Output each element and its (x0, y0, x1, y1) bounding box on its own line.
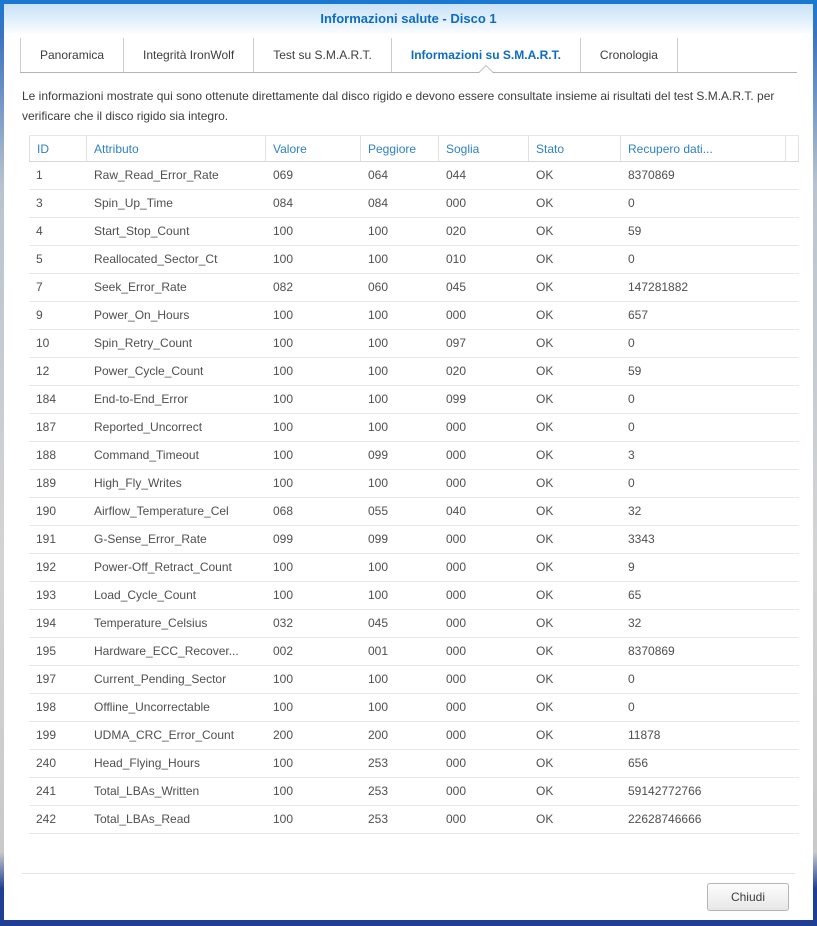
cell-id: 3 (36, 196, 43, 210)
cell-soglia: 000 (446, 756, 467, 770)
cell-valore: 100 (273, 700, 294, 714)
table-row[interactable] (29, 498, 799, 526)
cell-peggiore: 045 (368, 616, 389, 630)
cell-recupero-dati: 3 (628, 448, 635, 462)
cell-attributo: Power_On_Hours (94, 308, 190, 322)
cell-valore: 084 (273, 196, 294, 210)
cell-id: 199 (36, 728, 57, 742)
column-header-soglia[interactable]: Soglia (439, 136, 529, 161)
cell-peggiore: 060 (368, 280, 389, 294)
cell-id: 188 (36, 448, 57, 462)
cell-stato: OK (536, 644, 554, 658)
cell-soglia: 000 (446, 308, 467, 322)
cell-valore: 002 (273, 644, 294, 658)
cell-soglia: 000 (446, 700, 467, 714)
cell-peggiore: 100 (368, 252, 389, 266)
cell-stato: OK (536, 364, 554, 378)
cell-soglia: 000 (446, 588, 467, 602)
cell-valore: 100 (273, 448, 294, 462)
cell-attributo: Total_LBAs_Written (94, 784, 200, 798)
cell-id: 4 (36, 224, 43, 238)
cell-recupero-dati: 59 (628, 224, 642, 238)
cell-valore: 100 (273, 224, 294, 238)
cell-attributo: Raw_Read_Error_Rate (94, 168, 219, 182)
column-header-recupero-dati[interactable]: Recupero dati... (621, 136, 786, 161)
table-row[interactable] (29, 442, 799, 470)
cell-valore: 100 (273, 336, 294, 350)
cell-attributo: Airflow_Temperature_Cel (94, 504, 229, 518)
cell-recupero-dati: 9 (628, 560, 635, 574)
cell-stato: OK (536, 672, 554, 686)
cell-id: 195 (36, 644, 57, 658)
cell-peggiore: 253 (368, 784, 389, 798)
cell-valore: 100 (273, 364, 294, 378)
table-row[interactable] (29, 330, 799, 358)
cell-attributo: Reallocated_Sector_Ct (94, 252, 218, 266)
cell-soglia: 097 (446, 336, 467, 350)
cell-soglia: 000 (446, 532, 467, 546)
cell-id: 9 (36, 308, 43, 322)
cell-soglia: 000 (446, 616, 467, 630)
cell-recupero-dati: 65 (628, 588, 642, 602)
cell-valore: 032 (273, 616, 294, 630)
table-row[interactable] (29, 190, 799, 218)
cell-peggiore: 100 (368, 588, 389, 602)
cell-valore: 100 (273, 392, 294, 406)
cell-stato: OK (536, 560, 554, 574)
cell-recupero-dati: 32 (628, 504, 642, 518)
cell-id: 193 (36, 588, 57, 602)
table-body (29, 162, 799, 834)
table-row[interactable] (29, 302, 799, 330)
table-row[interactable] (29, 274, 799, 302)
cell-id: 184 (36, 392, 57, 406)
cell-attributo: Load_Cycle_Count (94, 588, 197, 602)
cell-id: 192 (36, 560, 57, 574)
cell-recupero-dati: 0 (628, 420, 635, 434)
cell-id: 198 (36, 700, 57, 714)
cell-recupero-dati: 3343 (628, 532, 655, 546)
cell-peggiore: 100 (368, 308, 389, 322)
cell-peggiore: 100 (368, 672, 389, 686)
cell-id: 242 (36, 812, 57, 826)
cell-id: 194 (36, 616, 57, 630)
table-row[interactable] (29, 610, 799, 638)
tab-bar (20, 38, 797, 73)
cell-attributo: Spin_Up_Time (94, 196, 173, 210)
table-row[interactable] (29, 778, 799, 806)
table-row[interactable] (29, 694, 799, 722)
tab-ironwolf[interactable]: Integrità IronWolf (123, 38, 253, 72)
cell-soglia: 000 (446, 784, 467, 798)
cell-id: 10 (36, 336, 50, 350)
cell-stato: OK (536, 756, 554, 770)
table-row[interactable] (29, 414, 799, 442)
cell-peggiore: 253 (368, 756, 389, 770)
cell-attributo: Seek_Error_Rate (94, 280, 187, 294)
cell-recupero-dati: 0 (628, 392, 635, 406)
cell-soglia: 000 (446, 728, 467, 742)
cell-recupero-dati: 11878 (628, 728, 661, 742)
table-row[interactable] (29, 806, 799, 834)
cell-stato: OK (536, 392, 554, 406)
cell-attributo: Hardware_ECC_Recover... (94, 644, 239, 658)
cell-valore: 100 (273, 784, 294, 798)
cell-recupero-dati: 0 (628, 196, 635, 210)
cell-stato: OK (536, 224, 554, 238)
cell-attributo: Total_LBAs_Read (94, 812, 191, 826)
cell-peggiore: 084 (368, 196, 389, 210)
cell-soglia: 000 (446, 672, 467, 686)
content-spacer (4, 834, 813, 873)
column-header-stato[interactable]: Stato (529, 136, 621, 161)
cell-stato: OK (536, 280, 554, 294)
cell-valore: 100 (273, 420, 294, 434)
cell-attributo: Spin_Retry_Count (94, 336, 193, 350)
table-row[interactable] (29, 470, 799, 498)
cell-stato: OK (536, 476, 554, 490)
cell-valore: 100 (273, 588, 294, 602)
close-button[interactable]: Chiudi (707, 883, 789, 911)
table-row[interactable] (29, 246, 799, 274)
cell-id: 12 (36, 364, 50, 378)
cell-peggiore: 100 (368, 364, 389, 378)
table-row[interactable] (29, 666, 799, 694)
cell-soglia: 020 (446, 364, 467, 378)
cell-recupero-dati: 0 (628, 252, 635, 266)
cell-stato: OK (536, 504, 554, 518)
cell-recupero-dati: 0 (628, 700, 635, 714)
cell-id: 5 (36, 252, 43, 266)
cell-soglia: 099 (446, 392, 467, 406)
cell-recupero-dati: 657 (628, 308, 649, 322)
cell-stato: OK (536, 448, 554, 462)
table-row[interactable] (29, 638, 799, 666)
cell-valore: 200 (273, 728, 294, 742)
column-header-filler (786, 136, 799, 161)
cell-stato: OK (536, 784, 554, 798)
cell-peggiore: 100 (368, 420, 389, 434)
cell-stato: OK (536, 308, 554, 322)
cell-soglia: 000 (446, 448, 467, 462)
cell-recupero-dati: 32 (628, 616, 642, 630)
cell-id: 240 (36, 756, 57, 770)
cell-attributo: UDMA_CRC_Error_Count (94, 728, 235, 742)
cell-id: 7 (36, 280, 43, 294)
cell-recupero-dati: 8370869 (628, 644, 675, 658)
cell-valore: 100 (273, 560, 294, 574)
cell-attributo: Start_Stop_Count (94, 224, 190, 238)
cell-soglia: 000 (446, 420, 467, 434)
cell-stato: OK (536, 812, 554, 826)
cell-attributo: Power-Off_Retract_Count (94, 560, 232, 574)
cell-recupero-dati: 0 (628, 476, 635, 490)
table-row[interactable] (29, 386, 799, 414)
cell-peggiore: 100 (368, 476, 389, 490)
cell-soglia: 045 (446, 280, 467, 294)
cell-stato: OK (536, 616, 554, 630)
cell-peggiore: 100 (368, 224, 389, 238)
cell-attributo: Power_Cycle_Count (94, 364, 204, 378)
tab-smart-test[interactable]: Test su S.M.A.R.T. (253, 38, 391, 72)
cell-valore: 068 (273, 504, 294, 518)
column-header-attributo[interactable]: Attributo (87, 136, 266, 161)
cell-peggiore: 100 (368, 392, 389, 406)
cell-valore: 099 (273, 532, 294, 546)
cell-valore: 100 (273, 252, 294, 266)
dialog-title: Informazioni salute - Disco 1 (320, 11, 497, 26)
cell-stato: OK (536, 420, 554, 434)
cell-recupero-dati: 8370869 (628, 168, 675, 182)
tab-cronologia[interactable]: Cronologia (580, 38, 678, 72)
cell-peggiore: 055 (368, 504, 389, 518)
cell-valore: 100 (273, 812, 294, 826)
cell-soglia: 000 (446, 476, 467, 490)
cell-attributo: Reported_Uncorrect (94, 420, 203, 434)
cell-peggiore: 099 (368, 448, 389, 462)
cell-recupero-dati: 22628746666 (628, 812, 702, 826)
cell-recupero-dati: 147281882 (628, 280, 689, 294)
table-row[interactable] (29, 526, 799, 554)
cell-valore: 082 (273, 280, 294, 294)
cell-peggiore: 001 (368, 644, 389, 658)
cell-attributo: G-Sense_Error_Rate (94, 532, 207, 546)
cell-id: 190 (36, 504, 57, 518)
cell-attributo: Command_Timeout (94, 448, 199, 462)
cell-peggiore: 100 (368, 700, 389, 714)
cell-soglia: 000 (446, 812, 467, 826)
cell-attributo: Current_Pending_Sector (94, 672, 227, 686)
cell-id: 187 (36, 420, 57, 434)
cell-valore: 100 (273, 756, 294, 770)
cell-id: 1 (36, 168, 43, 182)
cell-stato: OK (536, 336, 554, 350)
cell-soglia: 020 (446, 224, 467, 238)
cell-attributo: Head_Flying_Hours (94, 756, 201, 770)
tab-panoramica[interactable]: Panoramica (20, 38, 123, 72)
cell-id: 191 (36, 532, 57, 546)
dialog-content (4, 4, 813, 920)
cell-recupero-dati: 59142772766 (628, 784, 702, 798)
table-row[interactable] (29, 750, 799, 778)
smart-attributes-table (29, 135, 799, 834)
cell-valore: 100 (273, 672, 294, 686)
cell-peggiore: 100 (368, 560, 389, 574)
tab-smart-info[interactable]: Informazioni su S.M.A.R.T. (391, 38, 580, 72)
cell-soglia: 010 (446, 252, 467, 266)
cell-recupero-dati: 0 (628, 672, 635, 686)
table-row[interactable] (29, 218, 799, 246)
cell-id: 197 (36, 672, 57, 686)
cell-attributo: High_Fly_Writes (94, 476, 182, 490)
table-row[interactable] (29, 358, 799, 386)
cell-soglia: 044 (446, 168, 467, 182)
cell-recupero-dati: 656 (628, 756, 649, 770)
cell-stato: OK (536, 728, 554, 742)
cell-stato: OK (536, 532, 554, 546)
cell-valore: 100 (273, 308, 294, 322)
cell-attributo: End-to-End_Error (94, 392, 189, 406)
cell-soglia: 000 (446, 196, 467, 210)
cell-peggiore: 099 (368, 532, 389, 546)
table-row[interactable] (29, 722, 799, 750)
cell-stato: OK (536, 700, 554, 714)
table-row[interactable] (29, 162, 799, 190)
cell-recupero-dati: 0 (628, 336, 635, 350)
cell-soglia: 000 (446, 644, 467, 658)
cell-peggiore: 200 (368, 728, 389, 742)
cell-id: 189 (36, 476, 57, 490)
column-header-id[interactable]: ID (29, 136, 87, 161)
column-header-peggiore[interactable]: Peggiore (361, 136, 439, 161)
cell-valore: 100 (273, 476, 294, 490)
cell-soglia: 040 (446, 504, 467, 518)
cell-soglia: 000 (446, 560, 467, 574)
cell-id: 241 (36, 784, 57, 798)
table-row[interactable] (29, 554, 799, 582)
dialog-titlebar (4, 4, 813, 34)
cell-recupero-dati: 59 (628, 364, 642, 378)
table-header-row (29, 135, 799, 162)
cell-peggiore: 100 (368, 336, 389, 350)
table-row[interactable] (29, 582, 799, 610)
cell-stato: OK (536, 252, 554, 266)
cell-valore: 069 (273, 168, 294, 182)
cell-attributo: Offline_Uncorrectable (94, 700, 210, 714)
column-header-valore[interactable]: Valore (266, 136, 361, 161)
cell-attributo: Temperature_Celsius (94, 616, 208, 630)
cell-stato: OK (536, 168, 554, 182)
cell-peggiore: 253 (368, 812, 389, 826)
smart-info-description: Le informazioni mostrate qui sono ottenute direttamente dal disco rigido e devono essere consultate insieme ai risultati del test S.M.A.R.T. per verificare che il disco rigido sia integro. (22, 89, 775, 123)
cell-stato: OK (536, 196, 554, 210)
dialog-footer (22, 873, 795, 920)
cell-peggiore: 064 (368, 168, 389, 182)
cell-stato: OK (536, 588, 554, 602)
